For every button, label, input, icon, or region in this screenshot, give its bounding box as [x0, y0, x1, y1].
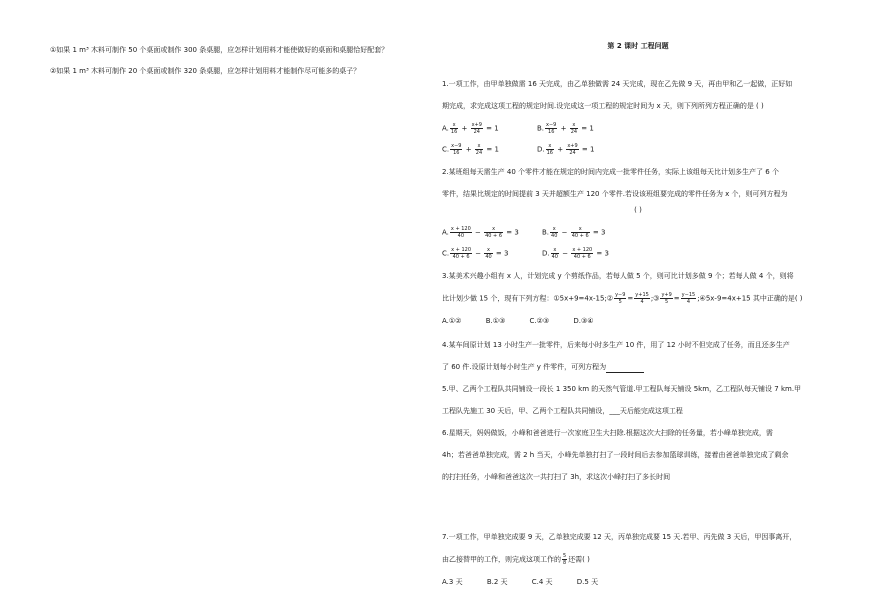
fraction: [570, 122, 578, 135]
fraction: [571, 226, 590, 239]
q3-option-b[interactable]: B.①③: [485, 317, 506, 325]
left-item-1: ①如果 1 m³ 木料可制作 50 个桌面或制作 300 条桌腿，应怎样计划用料才能使做好的桌面和桌腿恰好配套？: [50, 46, 389, 54]
right-column: [442, 40, 834, 600]
q3-option-c[interactable]: C.②③: [529, 317, 550, 325]
equation-tail: = 3: [590, 228, 606, 237]
q6-line1: 6.星期天，妈妈做饭，小峰和爸爸进行一次家庭卫生大扫除.根据这次大扫除的任务量，若小峰单独完成，需: [442, 429, 773, 437]
q4-text: 了 60 件.设原计划每小时生产 y 件零件，可列方程为: [442, 363, 607, 371]
q3-text: ;④5x-9=4x+15 其中正确的是( ): [697, 294, 803, 303]
q2-option-b[interactable]: B. $\frac{x}{40}$ − $\frac{x}{40 + 6}$ = 3: [542, 226, 606, 239]
denominator: 16: [548, 129, 555, 135]
equals-sign: =: [673, 294, 680, 303]
q1-line1: 1.一项工作，由甲单独做需 16 天完成，由乙单独做需 24 天完成，现在乙先做 9 天，再由甲和乙一起做，正好如: [442, 80, 793, 88]
q5-line2: 工程队先施工 30 天后，甲、乙两个工程队共同铺设，___天后能完成这项工程: [442, 407, 683, 415]
option-label: D.: [537, 145, 545, 154]
numerator: y+9: [661, 292, 672, 298]
question-2: [442, 166, 834, 260]
q7-option-b[interactable]: B.2 天: [486, 578, 508, 586]
denominator: 24: [475, 150, 483, 156]
numerator: x: [551, 247, 559, 254]
q1-options: [442, 122, 834, 156]
spacer: [442, 493, 834, 531]
q7-line2: [442, 553, 834, 566]
answer-blank[interactable]: [606, 364, 644, 373]
numerator: x: [475, 143, 483, 150]
equation-tail: = 1: [483, 124, 499, 133]
q1-option-d[interactable]: D. $\frac{x}{16}$ + $\frac{x+9}{24}$ = 1: [537, 143, 595, 156]
question-1: [442, 78, 834, 156]
q3-option-d[interactable]: D.③④: [573, 317, 594, 325]
denominator: 40 + 6: [573, 254, 591, 260]
numerator: x−9: [546, 122, 557, 128]
q2-line2: 零件，结果比规定的时间提前 3 天并超额生产 120 个零件.若设该班组要完成的零件任务为 x 个，则可列方程为: [442, 190, 788, 198]
denominator: 16: [453, 150, 460, 156]
fraction: [614, 292, 626, 305]
fraction: [660, 292, 672, 305]
question-3: [442, 270, 834, 327]
numerator: x+9: [567, 143, 578, 149]
q2-option-d[interactable]: D. $\frac{x}{40}$ − $\frac{x + 120}{40 + 6}$ = 3: [542, 247, 609, 260]
q7-text: 由乙接替甲的工作，则完成这项工作的: [442, 555, 561, 564]
numerator: y+15: [635, 292, 649, 298]
question-5: [442, 383, 834, 417]
fraction: [484, 247, 492, 260]
denominator: 40: [485, 254, 492, 260]
q3-option-a[interactable]: A.①②: [442, 317, 462, 325]
denominator: 24: [473, 129, 480, 135]
numerator: y−15: [681, 292, 696, 298]
equals-sign: =: [627, 294, 634, 303]
denominator: 40 + 6: [571, 233, 589, 239]
denominator: 40 + 6: [485, 233, 503, 239]
q7-text: 还需( ): [568, 555, 590, 564]
fraction: [681, 292, 697, 305]
option-label: D.: [542, 249, 550, 258]
q2-options: [442, 226, 834, 260]
question-7: [442, 531, 834, 588]
q1-option-c[interactable]: C. $\frac{x-9}{16}$ + $\frac{x}{24}$ = 1: [442, 143, 499, 156]
denominator: 40: [551, 233, 558, 239]
q7-option-c[interactable]: C.4 天: [531, 578, 553, 586]
denominator: 40: [551, 254, 558, 260]
q3-text: 比计划少做 15 个，现有下列方程：①5x+9=4x-15;②: [442, 294, 614, 303]
equation-tail: = 3: [594, 249, 609, 258]
q2-line1: 2.某班组每天需生产 40 个零件才能在规定的时间内完成一批零件任务，实际上该组每天比计划多生产了 6 个: [442, 168, 779, 176]
fraction: [450, 226, 472, 239]
page-title: 第 2 课时 工程问题: [607, 42, 669, 50]
left-item-2: ②如果 1 m³ 木料可制作 20 个桌面或制作 320 条桌腿，应怎样计划用料才能制作尽可能多的桌子？: [50, 67, 361, 75]
fraction: [566, 143, 578, 156]
equation-tail: = 3: [493, 249, 509, 258]
numerator: x: [570, 122, 578, 129]
equation-tail: = 1: [579, 145, 595, 154]
numerator: x: [571, 226, 590, 233]
numerator: x: [484, 247, 492, 254]
option-label: B.: [542, 228, 550, 237]
q1-option-b[interactable]: B. $\frac{x-9}{16}$ + $\frac{x}{24}$ = 1: [537, 122, 594, 135]
q3-line2: [442, 292, 834, 305]
numerator: y−9: [615, 292, 626, 298]
q6-line3: 的打扫任务，小峰和爸爸这次一共打扫了 3h，求这次小峰打扫了多长时间: [442, 473, 671, 481]
numerator: x + 120: [450, 226, 471, 232]
fraction: [450, 122, 458, 135]
left-column: [50, 44, 430, 86]
fraction: [571, 247, 593, 260]
q7-option-a[interactable]: A.3 天: [442, 578, 463, 586]
fraction: [551, 247, 559, 260]
equation-tail: = 1: [484, 145, 499, 154]
q1-line2: 期完成，求完成这项工程的规定时间.设完成这一项工程的规定时间为 x 天，则下列所列方程正确的是 ( ): [442, 102, 764, 110]
q4-line1: 4.某车间原计划 13 小时生产一批零件，后来每小时多生产 10 件，用了 12 小时不但完成了任务，而且还多生产: [442, 341, 790, 349]
equation-tail: = 1: [579, 124, 594, 133]
fraction: [545, 122, 557, 135]
q2-answer-paren: ( ): [634, 206, 642, 214]
fraction: [450, 143, 462, 156]
option-label: A.: [442, 228, 449, 237]
q1-option-a[interactable]: A. $\frac{x}{16}$ + $\frac{x+9}{24}$ = 1: [442, 122, 499, 135]
q7-options: [442, 576, 834, 588]
fraction: [450, 247, 472, 260]
question-6: [442, 427, 834, 483]
fraction: [475, 143, 483, 156]
q6-line2: 4h；若爸爸单独完成，需 2 h 当天，小峰先单独打扫了一段时间后去参加篮球训练，接着由爸爸单独完成了剩余: [442, 451, 789, 459]
q3-line1: 3.某美术兴趣小组有 x 人，计划完成 y 个剪纸作品，若每人做 5 个，则可比计划多做 9 个；若每人做 4 个，则将: [442, 272, 794, 280]
question-4: [442, 339, 834, 373]
numerator: x: [450, 122, 458, 129]
numerator: x + 120: [451, 247, 471, 253]
denominator: 24: [570, 129, 578, 135]
q4-line2: [442, 361, 834, 373]
denominator: 24: [569, 150, 576, 156]
q2-option-c[interactable]: C. $\frac{x + 120}{40 + 6}$ − $\frac{x}{40}$ = 3: [442, 247, 509, 260]
numerator: x+9: [471, 122, 482, 128]
denominator: 40 + 6: [452, 254, 470, 260]
fraction: [484, 226, 503, 239]
denominator: 4: [640, 299, 644, 305]
option-label: B.: [537, 124, 545, 133]
fraction: [550, 226, 558, 239]
denominator: 5: [665, 299, 669, 305]
numerator: x: [550, 226, 558, 233]
denominator: 8: [563, 560, 567, 566]
q7-line1: 7.一项工作，甲单独完成要 9 天，乙单独完成要 12 天，丙单独完成要 15 天.若甲、丙先做 3 天后，甲因事离开，: [442, 533, 797, 541]
fraction: [634, 292, 650, 305]
q5-line1: 5.甲、乙两个工程队共同铺设一段长 1 350 km 的天然气管道.甲工程队每天铺设 5km，乙工程队每天铺设 7 km.甲: [442, 385, 802, 393]
option-label: C.: [442, 249, 450, 258]
q3-options: [442, 315, 834, 327]
numerator: 5: [563, 553, 567, 559]
fraction: [471, 122, 483, 135]
numerator: x−9: [451, 143, 462, 149]
equation-tail: = 3: [504, 228, 519, 237]
fraction: [562, 553, 567, 566]
q3-text: ;③: [650, 294, 660, 303]
denominator: 40: [457, 233, 465, 239]
q2-option-a[interactable]: A. $\frac{x + 120}{40}$ − $\frac{x}{40 + 6}$ = 3: [442, 226, 519, 239]
denominator: 4: [686, 299, 691, 305]
option-label: A.: [442, 124, 449, 133]
denominator: 5: [618, 299, 622, 305]
numerator: x: [546, 143, 554, 150]
denominator: 16: [546, 150, 553, 156]
numerator: x: [484, 226, 503, 233]
q7-option-d[interactable]: D.5 天: [576, 578, 599, 586]
option-label: C.: [442, 145, 450, 154]
numerator: x + 120: [572, 247, 593, 253]
fraction: [546, 143, 554, 156]
denominator: 16: [450, 129, 458, 135]
